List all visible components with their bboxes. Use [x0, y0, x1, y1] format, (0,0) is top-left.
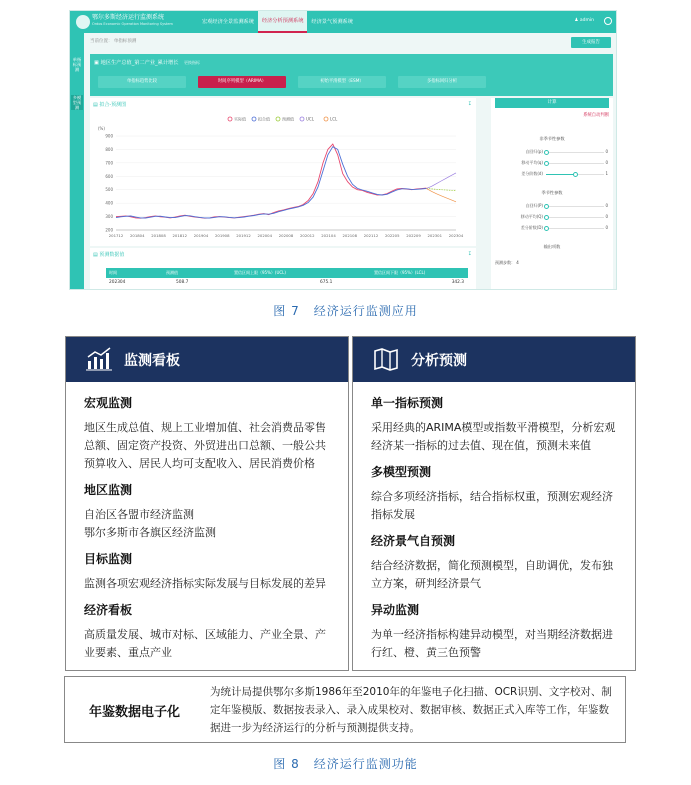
x-tick-label: 201908 [215, 233, 230, 238]
x-tick-label: 201808 [151, 233, 166, 238]
sidebar-item-multi[interactable]: 多模型预测 [72, 95, 82, 110]
section-title: 经济景气自预测 [371, 534, 456, 548]
section-title: 地区监测 [84, 483, 133, 497]
figure8-number: 图 8 [273, 757, 300, 771]
indicator-bar [90, 54, 613, 96]
analysis-forecast-header [353, 337, 635, 382]
section-title: 多模型预测 [371, 465, 432, 479]
series-forecast-line [426, 188, 456, 190]
chart-panel-title: ▤ 拟合-预测图 [93, 102, 127, 108]
section-text: 自治区各盟市经济监测 鄂尔多斯市各旗区经济监测 [84, 508, 216, 539]
col-time: 时间 [109, 270, 117, 275]
app-logo-icon [76, 15, 90, 29]
section-text: 为单一经济指标构建异动模型，对当期经济数据进行红、橙、黄三色预警 [371, 628, 613, 659]
monitor-board-title: 监测看板 [124, 353, 180, 369]
y-tick-label: 300 [105, 214, 113, 220]
change-indicator-link[interactable]: 更换指标 [184, 60, 201, 65]
legend-label: 预测值 [282, 116, 294, 122]
tab-esm[interactable]: 初始平滑模型（ESM） [298, 76, 386, 88]
top-nav [198, 11, 357, 33]
download-icon[interactable]: ↧ [467, 101, 472, 107]
app-header [70, 11, 617, 33]
generate-report-button[interactable]: 生成报告 [571, 37, 611, 48]
param-label: 差分阶数(D) [520, 225, 543, 230]
nonseasonal-group-label: 非季节性参数 [539, 136, 565, 141]
slider-track[interactable] [546, 163, 604, 165]
y-tick-label: 700 [105, 160, 113, 166]
nav-item-analysis[interactable]: 经济分析预测系统 [258, 11, 308, 33]
slider-track[interactable] [546, 228, 604, 230]
col-ucl: 置信区间上限（95%）(UCL) [234, 270, 286, 275]
x-tick-label: 201804 [130, 233, 145, 238]
x-tick-label: 202112 [363, 233, 379, 238]
parameter-panel [491, 98, 613, 290]
slider-handle[interactable] [544, 161, 549, 166]
legend-marker [324, 117, 328, 121]
method-tabs [98, 76, 498, 88]
x-tick-label: 202304 [448, 233, 464, 238]
slider-track[interactable] [546, 206, 604, 208]
slider-track[interactable] [546, 152, 604, 154]
section-text: 监测各项宏观经济指标实际发展与目标发展的差异 [84, 577, 326, 590]
figure8-caption [0, 755, 691, 772]
auto-detect-link[interactable]: 系统自动判断 [583, 113, 609, 118]
slider-track[interactable] [546, 174, 604, 176]
section-title: 异动监测 [371, 603, 420, 617]
param-label: 差分阶数(d) [521, 171, 543, 176]
table-row [106, 278, 468, 288]
monitor-board-header [66, 337, 348, 382]
sidebar-item-single[interactable]: 单指标预测 [72, 57, 82, 72]
param-slider[interactable] [495, 170, 609, 178]
param-slider[interactable] [495, 202, 609, 210]
cell-time: 202304 [109, 280, 126, 285]
legend-label: 拟合值 [258, 116, 270, 122]
analysis-forecast-body [371, 394, 621, 670]
figure7-number: 图 7 [273, 304, 300, 318]
map-icon [373, 347, 399, 371]
section-text: 地区生成总值、规上工业增加值、社会消费品零售总额、固定资产投资、外贸进出口总额、一般公共预算收入、居民人均可支配收入、居民消费价格 [84, 421, 326, 470]
section-title: 单一指标预测 [371, 396, 444, 410]
section-title: 宏观监测 [84, 396, 133, 410]
user-menu[interactable]: ♟ admin [574, 18, 594, 23]
legend-marker [252, 117, 256, 121]
y-tick-label: 200 [105, 227, 113, 233]
param-value: 0 [605, 160, 608, 165]
fit-forecast-chart [90, 110, 476, 244]
nav-item-sentiment[interactable]: 经济景气预测系统 [311, 19, 353, 25]
y-tick-label: 600 [105, 173, 113, 179]
param-value: 0 [605, 225, 608, 230]
app-subtitle-text: Ordos Economic Operation Monitoring System [92, 22, 173, 26]
legend-label: LCL [330, 116, 338, 122]
legend-marker [300, 117, 304, 121]
sidebar [70, 33, 84, 290]
forecast-table-panel [90, 248, 476, 290]
section-text: 采用经典的ARIMA模型或指数平滑模型，分析宏观经济某一指标的过去值、现在值，预测未来值 [371, 421, 616, 452]
param-value: 0 [605, 203, 608, 208]
forecast-steps[interactable] [495, 260, 519, 266]
col-forecast: 预测值 [166, 270, 178, 275]
y-tick-label: 400 [105, 200, 113, 206]
user-name: admin [579, 18, 594, 23]
slider-handle[interactable] [544, 215, 549, 220]
steps-label: 预测步数： [495, 260, 515, 265]
forecast-table-title: ▤ 预测数据值 [93, 252, 125, 258]
forecast-table-title-text: 预测数据值 [99, 252, 125, 258]
y-tick-label: 500 [105, 187, 113, 193]
indicator-name: 地区生产总值_第二产业_累计增长 [100, 60, 179, 66]
x-tick-label: 201812 [172, 233, 187, 238]
cell-ucl: 675.1 [320, 280, 333, 285]
slider-handle[interactable] [544, 226, 549, 231]
cell-lcl: 342.3 [451, 280, 464, 285]
monitor-board-box [65, 336, 349, 671]
x-tick-label: 202205 [385, 233, 400, 238]
cell-forecast: 508.7 [176, 280, 189, 285]
y-tick-label: 800 [105, 146, 113, 152]
tab-regression[interactable]: 多指标回归分析 [398, 76, 486, 88]
param-label: 自回归(P) [525, 203, 543, 208]
param-slider[interactable] [495, 224, 609, 232]
indicator-title: ▣ 地区生产总值_第二产业_累计增长 更换指标 [94, 60, 201, 66]
steps-value[interactable]: 4 [516, 260, 519, 265]
series-ucl-line [426, 173, 456, 189]
slider-track[interactable] [546, 217, 604, 219]
slider-handle[interactable] [573, 172, 578, 177]
yearbook-text: 为统计局提供鄂尔多斯1986年至2010年的年鉴电子化扫描、OCR识别、文字校对、制定年鉴模版、数据按表录入、录入成果校对、数据审核、数据正式入库等工作，年鉴数据进一步为经济运行的分析与预测提供支持。 [210, 686, 612, 734]
monitor-board-body [84, 394, 334, 670]
figure7-title: 经济运行监测应用 [313, 304, 418, 318]
x-tick-label: 202104 [321, 233, 336, 238]
slider-handle[interactable] [544, 204, 549, 209]
x-tick-label: 202008 [278, 233, 294, 238]
x-tick-label: 202301 [427, 233, 442, 238]
param-label: 自回归(p) [525, 149, 543, 154]
chart-panel [90, 98, 476, 246]
section-text: 结合经济数据，简化预测模型，自助调优，发布独立方案，研判经济景气 [371, 559, 613, 590]
legend-label: UCL [306, 116, 314, 122]
app-title [92, 14, 173, 26]
tab-trend[interactable]: 单指标趋势比较 [98, 76, 186, 88]
tab-arima[interactable]: 时间序列模型（ARIMA） [198, 76, 286, 88]
param-value: 0 [605, 149, 608, 154]
chart-panel-title-text: 拟合-预测图 [99, 102, 127, 108]
analysis-forecast-box [352, 336, 636, 671]
seasonal-group-label: 季节性参数 [541, 190, 563, 195]
param-value: 0 [605, 214, 608, 219]
section-title: 经济看板 [84, 603, 133, 617]
x-tick-label: 201912 [236, 233, 251, 238]
param-label: 移动平均(Q) [520, 214, 543, 219]
section-title: 目标监测 [84, 552, 133, 566]
param-label: 移动平均(q) [521, 160, 543, 165]
figure8-title: 经济运行监测功能 [313, 757, 418, 771]
table-header [106, 268, 468, 278]
param-slider[interactable] [495, 213, 609, 221]
section-text: 综合多项经济指标，结合指标权重，预测宏观经济指标发展 [371, 490, 613, 521]
app-title-text: 鄂尔多斯经济运行监测系统 [92, 14, 165, 21]
slider-handle[interactable] [544, 150, 549, 155]
param-slider[interactable] [495, 159, 609, 167]
x-tick-label: 202012 [300, 233, 315, 238]
legend-marker [276, 117, 280, 121]
app-screenshot [69, 10, 617, 290]
legend-marker [228, 117, 232, 121]
x-tick-label: 201904 [193, 233, 209, 238]
slider-fill [546, 174, 575, 176]
table-download-icon[interactable]: ↧ [467, 251, 472, 257]
figure7-caption [0, 302, 691, 319]
legend-label: 实际值 [234, 116, 246, 122]
y-tick-label: 900 [105, 133, 113, 139]
x-tick-label: 202209 [406, 233, 421, 238]
yearbook-title: 年鉴数据电子化 [89, 705, 181, 720]
param-value: 1 [605, 171, 608, 176]
series-actual-line [116, 144, 426, 218]
yearbook-box [64, 676, 626, 743]
x-tick-label: 202004 [257, 233, 272, 238]
nav-item-macro[interactable]: 宏观经济全景监测系统 [202, 19, 254, 25]
logout-icon[interactable] [604, 17, 612, 25]
calculate-button[interactable]: 计算 [495, 98, 609, 108]
series-fitted-line [116, 147, 426, 218]
y-axis-label: (%) [98, 126, 105, 131]
x-tick-label: 201712 [108, 233, 124, 238]
x-tick-label: 202108 [342, 233, 357, 238]
param-slider[interactable] [495, 148, 609, 156]
bar-chart-icon [86, 347, 112, 371]
col-lcl: 置信区间下限（95%）(LCL) [374, 270, 426, 275]
section-text: 高质量发展、城市对标、区域能力、产业全景、产业要素、重点产业 [84, 628, 326, 659]
output-group-label: 输出项数 [543, 244, 561, 249]
analysis-forecast-title: 分析预测 [411, 353, 467, 369]
breadcrumb: 当前位置： 单指标预测 [90, 39, 137, 44]
